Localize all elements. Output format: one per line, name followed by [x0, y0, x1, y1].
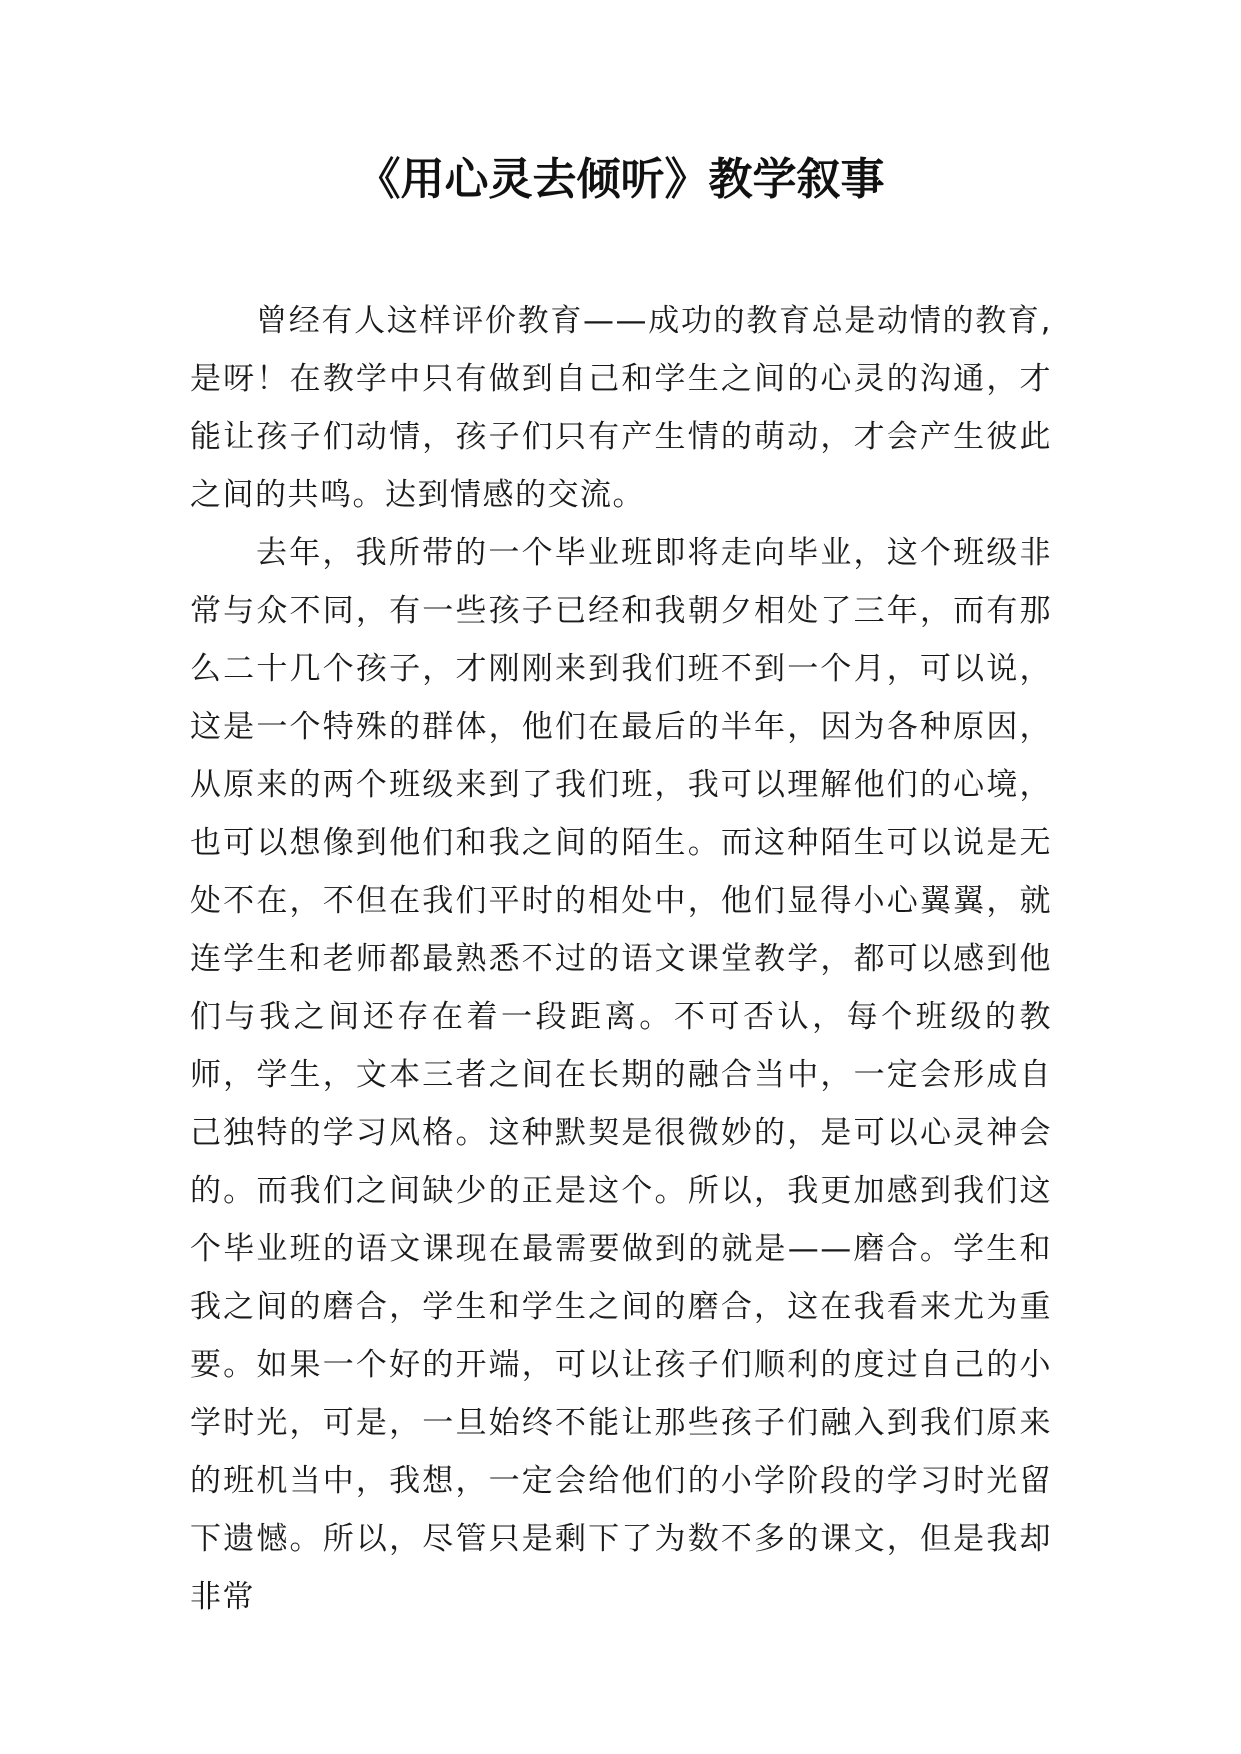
document-body — [190, 292, 1052, 1626]
page-title: 《用心灵去倾听》教学叙事 — [356, 154, 885, 205]
paragraph: 去年，我所带的一个毕业班即将走向毕业，这个班级非常与众不同，有一些孩子已经和我朝夕相处了三年，而有那么二十几个孩子，才刚刚来到我们班不到一个月，可以说，这是一个特殊的群体，他们在最后的半年，因为各种原因，从原来的两个班级来到了我们班，我可以理解他们的心境，也可以想像到他们和我之间的陌生。而这种陌生可以说是无处不在，不但在我们平时的相处中，他们显得小心翼翼，就连学生和老师都最熟悉不过的语文课堂教学，都可以感到他们与我之间还存在着一段距离。不可否认，每个班级的教师，学生，文本三者之间在长期的融合当中，一定会形成自己独特的学习风格。这种默契是很微妙的，是可以心灵神会的。而我们之间缺少的正是这个。所以，我更加感到我们这个毕业班的语文课现在最需要做到的就是——磨合。学生和我之间的磨合，学生和学生之间的磨合，这在我看来尤为重要。如果一个好的开端，可以让孩子们顺利的度过自己的小学时光，可是，一旦始终不能让那些孩子们融入到我们原来的班机当中，我想，一定会给他们的小学阶段的学习时光留下遗憾。所以，尽管只是剩下了为数不多的课文，但是我却非常 — [190, 535, 1052, 1615]
paragraph: 曾经有人这样评价教育——成功的教育总是动情的教育,是呀！在教学中只有做到自己和学生之间的心灵的沟通，才能让孩子们动情，孩子们只有产生情的萌动，才会产生彼此之间的共鸣。达到情感的交流。 — [190, 303, 1052, 513]
